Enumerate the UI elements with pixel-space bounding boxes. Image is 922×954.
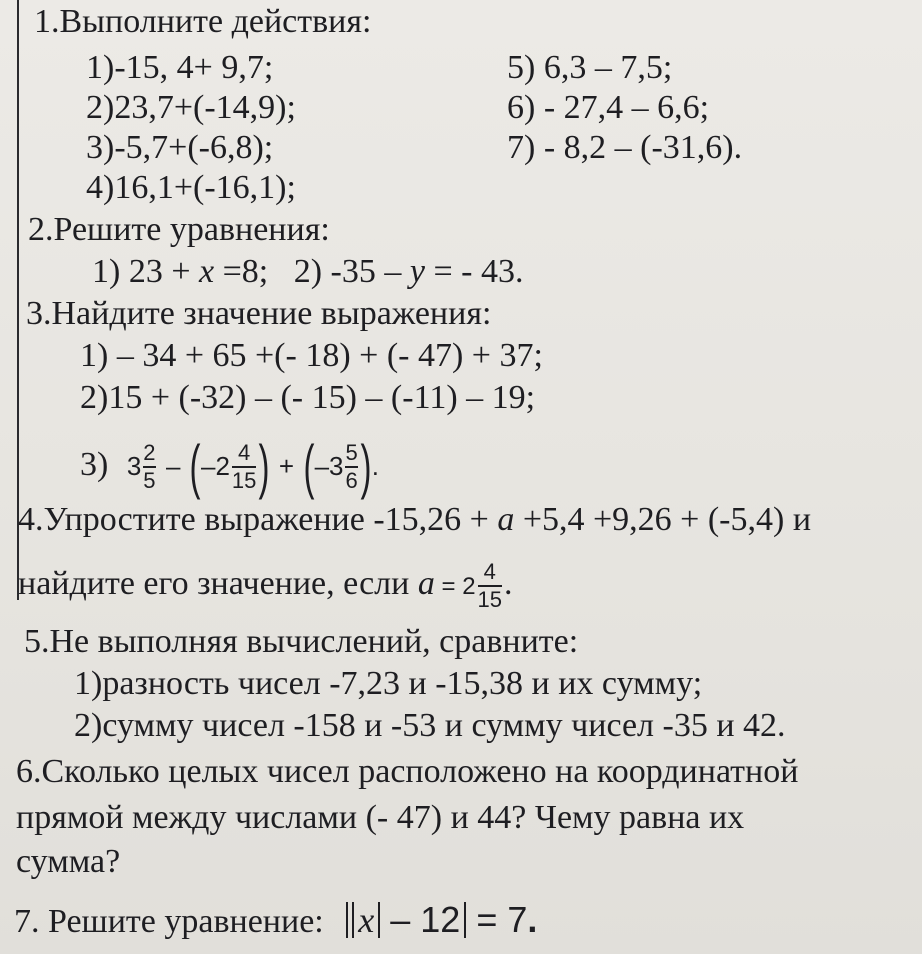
expr3-end: . (371, 451, 379, 481)
task1-item-1: 1)-15, 4+ 9,7; (86, 49, 274, 86)
task1-title: 1.Выполните действия: (34, 3, 372, 40)
eq1-part-b: =8; (214, 253, 269, 290)
task1-item-7: 7) - 8,2 – (-31,6). (507, 129, 743, 166)
eq1-part-a: 1) 23 + (92, 253, 199, 290)
task3-expr-3 (80, 430, 379, 501)
eq2-part-b: = - 43. (424, 253, 524, 290)
task4-end: . (504, 565, 513, 602)
outer-abs (346, 899, 466, 940)
plus-sign: + (278, 451, 295, 481)
mixed-1-whole: 3 (126, 451, 142, 481)
task7-minus-12: – 12 (390, 899, 461, 940)
task7-end: . (527, 899, 538, 940)
task5-item-2: 2)сумму чисел -158 и -53 и сумму чисел -35 и 42. (74, 707, 786, 744)
task6-line-3: сумма? (16, 843, 121, 880)
eq2-variable: y (409, 253, 425, 290)
eq1-variable: x (199, 253, 215, 290)
task4-equals: = 2 (434, 573, 476, 600)
task4-text-a: 4.Упростите выражение -15,26 + (18, 501, 498, 538)
task4-variable: a (497, 501, 515, 538)
inner-abs-variable: x (352, 902, 380, 938)
mixed-3-whole: –3 (314, 451, 344, 481)
task1-item-4: 4)16,1+(-16,1); (86, 169, 296, 206)
task6-line-1: 6.Сколько целых чисел расположено на координатной (16, 753, 799, 790)
mixed-2-whole: –2 (201, 451, 230, 481)
expr3-label: 3) (80, 446, 109, 483)
task1-item-3: 3)-5,7+(-6,8); (86, 129, 274, 166)
task3-expr-1: 1) – 34 + 65 +(- 18) + (- 47) + 37; (80, 337, 543, 374)
task7-line (14, 900, 537, 942)
mixed-1-fraction: $\frac{2}{5}$ (143, 440, 156, 493)
task4-condition: найдите его значение, если (18, 565, 418, 602)
mixed-2-fraction: $\frac{4}{15}$ (231, 440, 257, 493)
task2-equations (92, 252, 523, 292)
mixed-3-fraction: $\frac{5}{6}$ (345, 440, 358, 493)
task4-line-1 (18, 500, 811, 540)
task4-line-2 (18, 552, 513, 619)
task5-title: 5.Не выполняя вычислений, сравните: (24, 623, 579, 660)
minus-sign: – (166, 451, 181, 481)
task3-expr-2: 2)15 + (-32) – (- 15) – (-11) – 19; (80, 379, 536, 416)
eq2-part-a: 2) -35 – (293, 253, 410, 290)
task1-item-2: 2)23,7+(-14,9); (86, 89, 296, 126)
left-paren-2: ( (303, 433, 315, 501)
left-paren: ( (189, 433, 201, 501)
task2-title: 2.Решите уравнения: (28, 211, 330, 248)
task1-item-5: 5) 6,3 – 7,5; (507, 49, 673, 86)
task3-title: 3.Найдите значение выражения: (26, 295, 492, 332)
task4-text-b: +5,4 +9,26 + (-5,4) и (514, 501, 812, 538)
task7-title: 7. Решите уравнение: (14, 903, 324, 940)
task7-equals: = 7 (476, 899, 528, 940)
task5-item-1: 1)разность чисел -7,23 и -15,38 и их сумму; (74, 665, 703, 702)
right-paren: ) (258, 433, 270, 501)
task7-equation (346, 899, 537, 940)
task4-fraction: $\frac{4}{15}$ (477, 559, 503, 612)
task1-item-6: 6) - 27,4 – 6,6; (507, 89, 710, 126)
right-paren-2: ) (360, 433, 372, 501)
task4-variable-2: a (417, 565, 435, 602)
task6-line-2: прямой между числами (- 47) и 44? Чему равна их (16, 799, 745, 836)
